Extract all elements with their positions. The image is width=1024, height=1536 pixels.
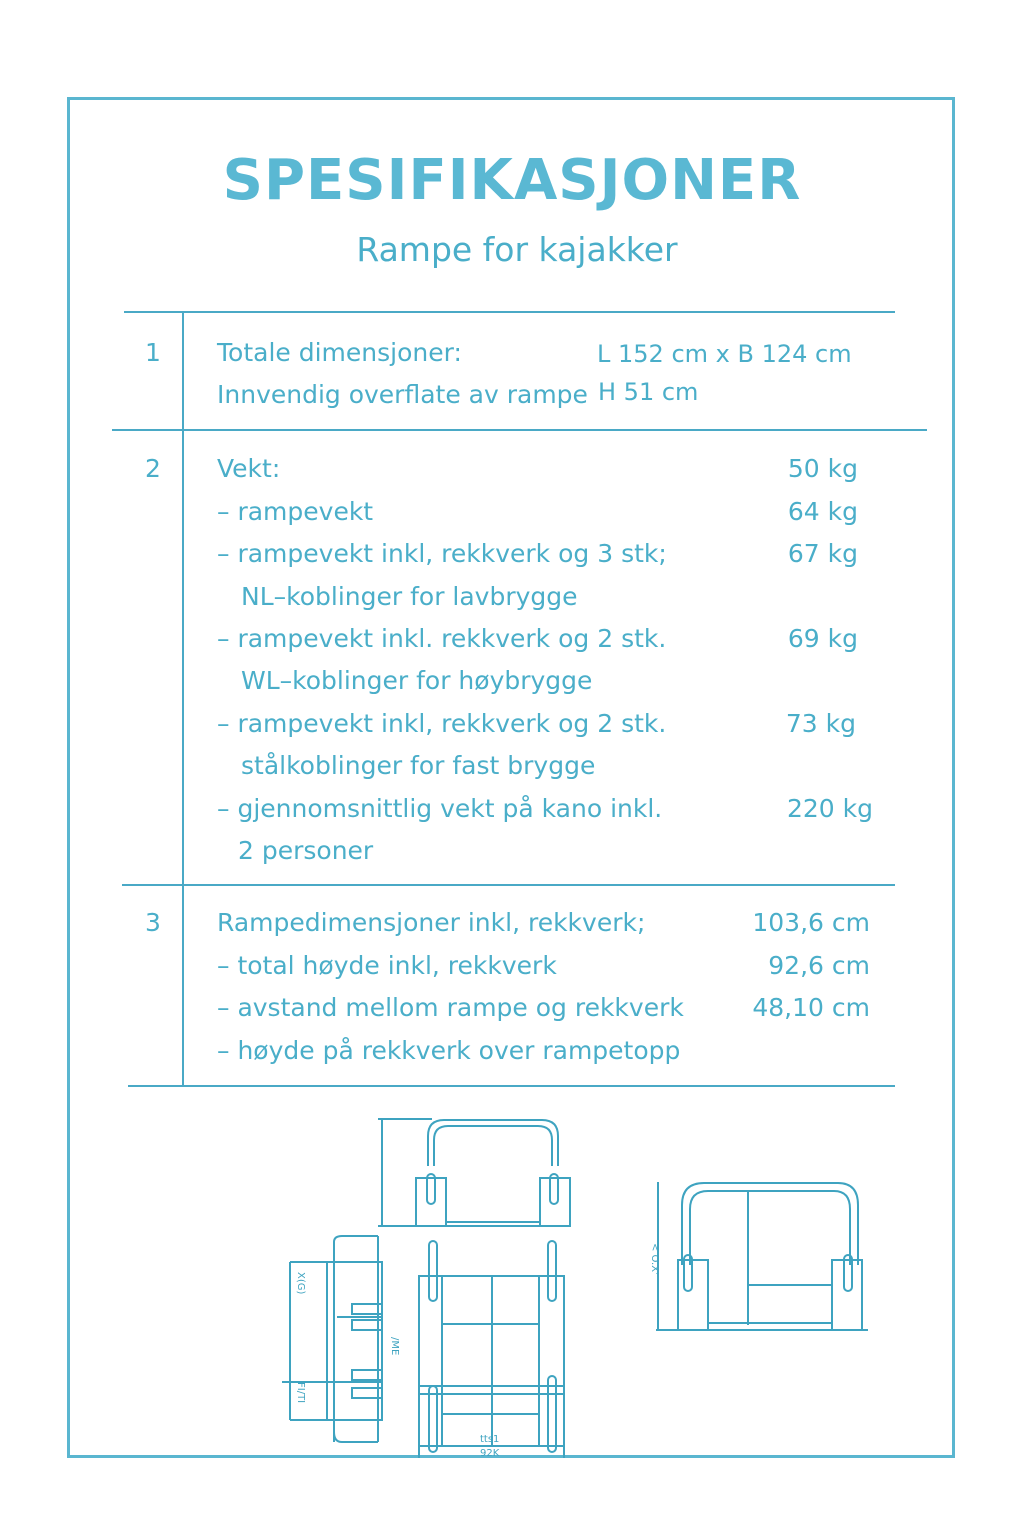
spec-label: – rampevekt inkl. rekkverk og 2 stk. (217, 624, 667, 653)
spec-value: 73 kg (785, 709, 856, 738)
spec-value: H 51 cm (598, 378, 699, 406)
divider-2 (122, 884, 895, 886)
drawing-label: FI/TI (295, 1382, 306, 1404)
divider-1 (112, 429, 927, 431)
spec-value: 50 kg (787, 454, 858, 483)
spec-label: stålkoblinger for fast brygge (241, 751, 596, 780)
spec-label: 2 personer (238, 836, 374, 865)
divider-top (124, 311, 895, 313)
drawing-label: X(G) (295, 1272, 306, 1295)
spec-label: – gjennomsnittlig vekt på kano inkl. (217, 794, 663, 823)
spec-value: L 152 cm x B 124 cm (597, 340, 852, 368)
spec-label: NL–koblinger for lavbrygge (241, 582, 578, 611)
spec-label: Vekt: (217, 454, 281, 483)
spec-label: Innvendig overflate av rampe (217, 380, 588, 409)
drawing-label: < O.X' (649, 1243, 660, 1275)
ramp-plan-view-drawing (414, 1236, 574, 1458)
spec-value: 48,10 cm (752, 993, 870, 1022)
spec-label: – avstand mellom rampe og rekkverk (217, 993, 684, 1022)
section-number: 3 (145, 908, 161, 937)
ramp-end-view-drawing (648, 1175, 873, 1335)
section-number: 2 (145, 454, 161, 483)
page-subtitle: Rampe for kajakker (356, 230, 678, 269)
ramp-front-view-drawing (370, 1110, 580, 1235)
spec-value: 92,6 cm (768, 951, 870, 980)
column-divider (182, 312, 184, 1086)
spec-label: – rampevekt (217, 497, 374, 526)
spec-label: – rampevekt inkl, rekkverk og 3 stk; (217, 539, 667, 568)
spec-label: Totale dimensjoner: (217, 338, 462, 367)
spec-label: – total høyde inkl, rekkverk (217, 951, 557, 980)
spec-label: WL–koblinger for høybrygge (241, 666, 593, 695)
spec-label: Rampedimensjoner inkl, rekkverk; (217, 908, 646, 937)
ramp-side-view-drawing (282, 1232, 417, 1447)
spec-value: 67 kg (787, 539, 858, 568)
drawing-label: tts1 (480, 1434, 500, 1445)
spec-value: 103,6 cm (752, 908, 870, 937)
divider-3 (128, 1085, 895, 1087)
spec-value: 69 kg (787, 624, 858, 653)
spec-value: 64 kg (787, 497, 858, 526)
drawing-label: 92K (480, 1448, 500, 1458)
section-number: 1 (145, 338, 161, 367)
spec-value: 220 kg (786, 794, 873, 823)
drawing-label: /ME (389, 1337, 400, 1356)
page-title: SPESIFIKASJONER (222, 148, 802, 213)
spec-label: – rampevekt inkl, rekkverk og 2 stk. (217, 709, 667, 738)
spec-label: – høyde på rekkverk over rampetopp (217, 1036, 681, 1065)
